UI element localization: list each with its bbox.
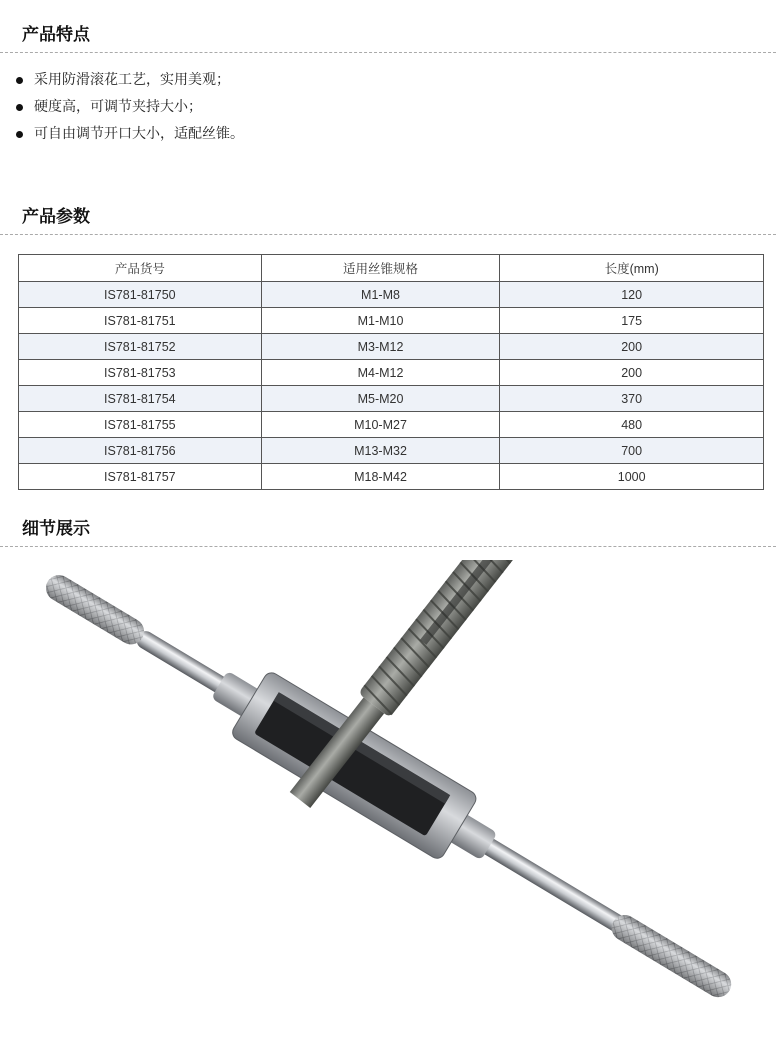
cell-item-no: IS781-81756	[19, 438, 262, 464]
cell-length: 120	[500, 282, 764, 308]
feature-item: 采用防滑滚花工艺，实用美观；	[14, 67, 244, 94]
params-section-title	[0, 206, 776, 235]
cell-tap-size: M13-M32	[261, 438, 500, 464]
cell-length: 175	[500, 308, 764, 334]
table-row	[19, 360, 764, 386]
features-heading: 产品特点	[22, 25, 90, 45]
table-header-row	[19, 255, 764, 282]
table-row	[19, 464, 764, 490]
cell-item-no: IS781-81757	[19, 464, 262, 490]
details-section-title	[0, 518, 776, 547]
table-row	[19, 334, 764, 360]
cell-tap-size: M10-M27	[261, 412, 500, 438]
cell-tap-size: M1-M8	[261, 282, 500, 308]
cell-length: 200	[500, 360, 764, 386]
cell-length: 200	[500, 334, 764, 360]
tap-wrench-photo	[0, 560, 776, 1057]
cell-tap-size: M18-M42	[261, 464, 500, 490]
feature-item: 硬度高，可调节夹持大小；	[14, 94, 244, 121]
table-row	[19, 282, 764, 308]
cell-item-no: IS781-81752	[19, 334, 262, 360]
cell-length: 700	[500, 438, 764, 464]
cell-tap-size: M5-M20	[261, 386, 500, 412]
params-table	[18, 254, 764, 490]
feature-list	[14, 67, 244, 148]
features-section-title	[0, 24, 776, 53]
cell-tap-size: M4-M12	[261, 360, 500, 386]
cell-item-no: IS781-81750	[19, 282, 262, 308]
params-heading: 产品参数	[22, 207, 90, 227]
cell-length: 480	[500, 412, 764, 438]
cell-tap-size: M1-M10	[261, 308, 500, 334]
details-heading: 细节展示	[22, 519, 90, 539]
cell-item-no: IS781-81755	[19, 412, 262, 438]
cell-length: 1000	[500, 464, 764, 490]
header-item-no: 产品货号	[19, 255, 262, 282]
cell-tap-size: M3-M12	[261, 334, 500, 360]
table-row	[19, 308, 764, 334]
cell-item-no: IS781-81754	[19, 386, 262, 412]
feature-item: 可自由调节开口大小，适配丝锥。	[14, 121, 244, 148]
cell-item-no: IS781-81751	[19, 308, 262, 334]
table-row	[19, 412, 764, 438]
table-row	[19, 386, 764, 412]
cell-length: 370	[500, 386, 764, 412]
header-length: 长度(mm)	[500, 255, 764, 282]
header-tap-size: 适用丝锥规格	[261, 255, 500, 282]
table-row	[19, 438, 764, 464]
cell-item-no: IS781-81753	[19, 360, 262, 386]
tap-wrench-illustration	[0, 560, 776, 1057]
